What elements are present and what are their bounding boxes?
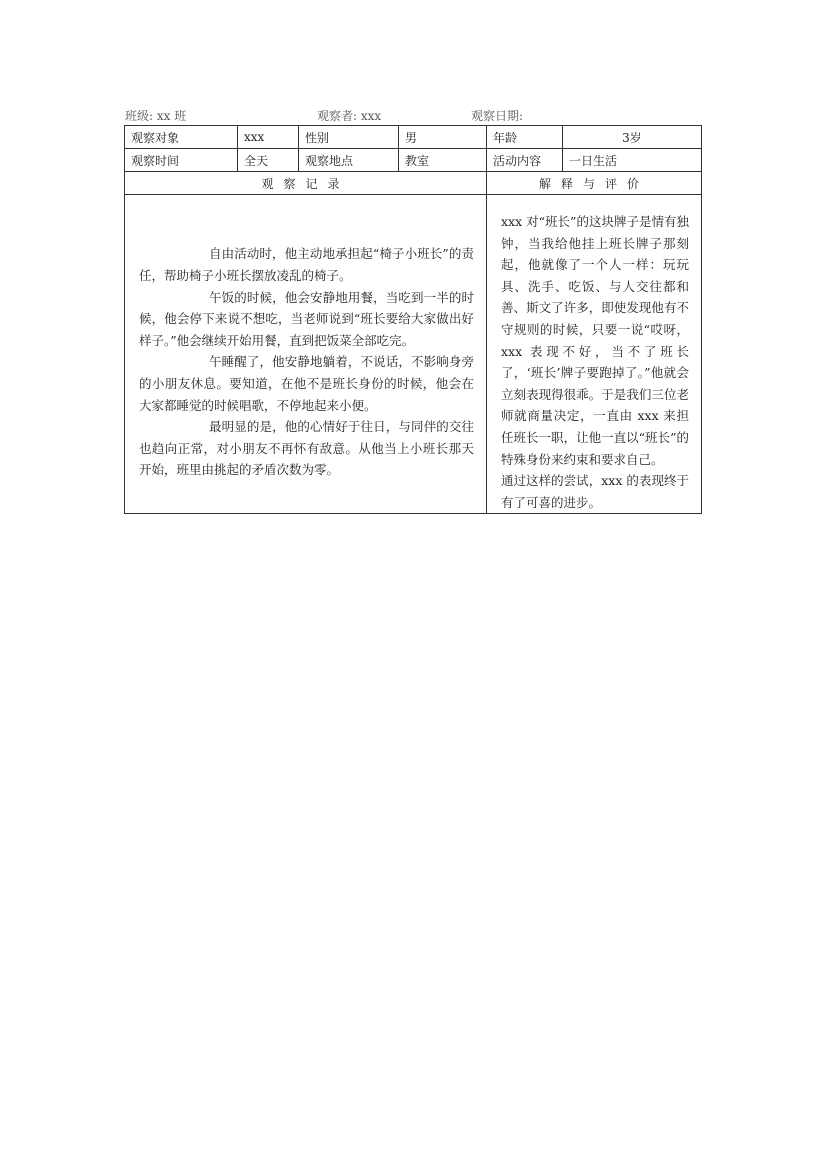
subject-label: 观察对象 [125, 126, 238, 149]
place-value: 教室 [399, 149, 487, 172]
record-paragraph: 午睡醒了，他安静地躺着，不说话，不影响身旁的小朋友休息。要知道，在他不是班长身份的时候，他会在大家都睡觉的时候唱歌，不停地起来小便。 [139, 354, 474, 413]
form-header [125, 107, 701, 125]
eval-text [493, 195, 695, 513]
eval-paragraph: 通过这样的尝试，xxx 的表现终于有了可喜的进步。 [501, 473, 689, 510]
age-value: 3岁 [563, 126, 702, 149]
record-text [131, 227, 480, 481]
observer-label: 观察者: xxx [317, 109, 382, 123]
record-paragraph: 最明显的是，他的心情好于往日，与同伴的交往也趋向正常，对小朋友不再怀有敌意。从他当上小班长那天开始，班里由挑起的矛盾次数为零。 [139, 419, 474, 478]
record-paragraph: 午饭的时候，他会安静地用餐，当吃到一半的时候，他会停下来说不想吃，当老师说到“班长要给大家做出好样子。”他会继续开始用餐，直到把饭菜全部吃完。 [139, 289, 474, 348]
eval-paragraph: xxx 对“班长”的这块牌子是情有独钟，当我给他挂上班长牌子那刻起，他就像了一个人一样：玩玩具、洗手、吃饭、与人交往都和善、斯文了许多，即使发现他有不守规则的时候，只要一说“哎呀，xxx 表现不好，当不了班长了，‘班长’牌子要跑掉了。”他就会立刻表现得很乖。于是我们三位老师就商量决定，一直由 xxx 来担任班长一职，让他一直以“班长”的特殊身份来约束和要求自己。 [501, 214, 689, 467]
eval-cell [487, 195, 702, 514]
activity-label: 活动内容 [487, 149, 563, 172]
activity-value: 一日生活 [563, 149, 702, 172]
record-paragraph: 自由活动时，他主动地承担起“椅子小班长”的责任，帮助椅子小班长摆放凌乱的椅子。 [139, 246, 474, 283]
class-label: 班级: xx 班 [125, 109, 187, 123]
record-heading: 观察记录 [125, 172, 487, 195]
gender-label: 性别 [299, 126, 399, 149]
subject-value: xxx [238, 126, 299, 149]
time-value: 全天 [238, 149, 299, 172]
observation-table [124, 125, 702, 514]
content-row [125, 195, 702, 514]
info-row-2 [125, 149, 702, 172]
gender-value: 男 [399, 126, 487, 149]
time-label: 观察时间 [125, 149, 238, 172]
eval-heading: 解释与评价 [487, 172, 702, 195]
section-heading-row [125, 172, 702, 195]
place-label: 观察地点 [299, 149, 399, 172]
age-label: 年龄 [487, 126, 563, 149]
info-row-1 [125, 126, 702, 149]
date-label: 观察日期: [471, 109, 524, 123]
record-cell [125, 195, 487, 514]
